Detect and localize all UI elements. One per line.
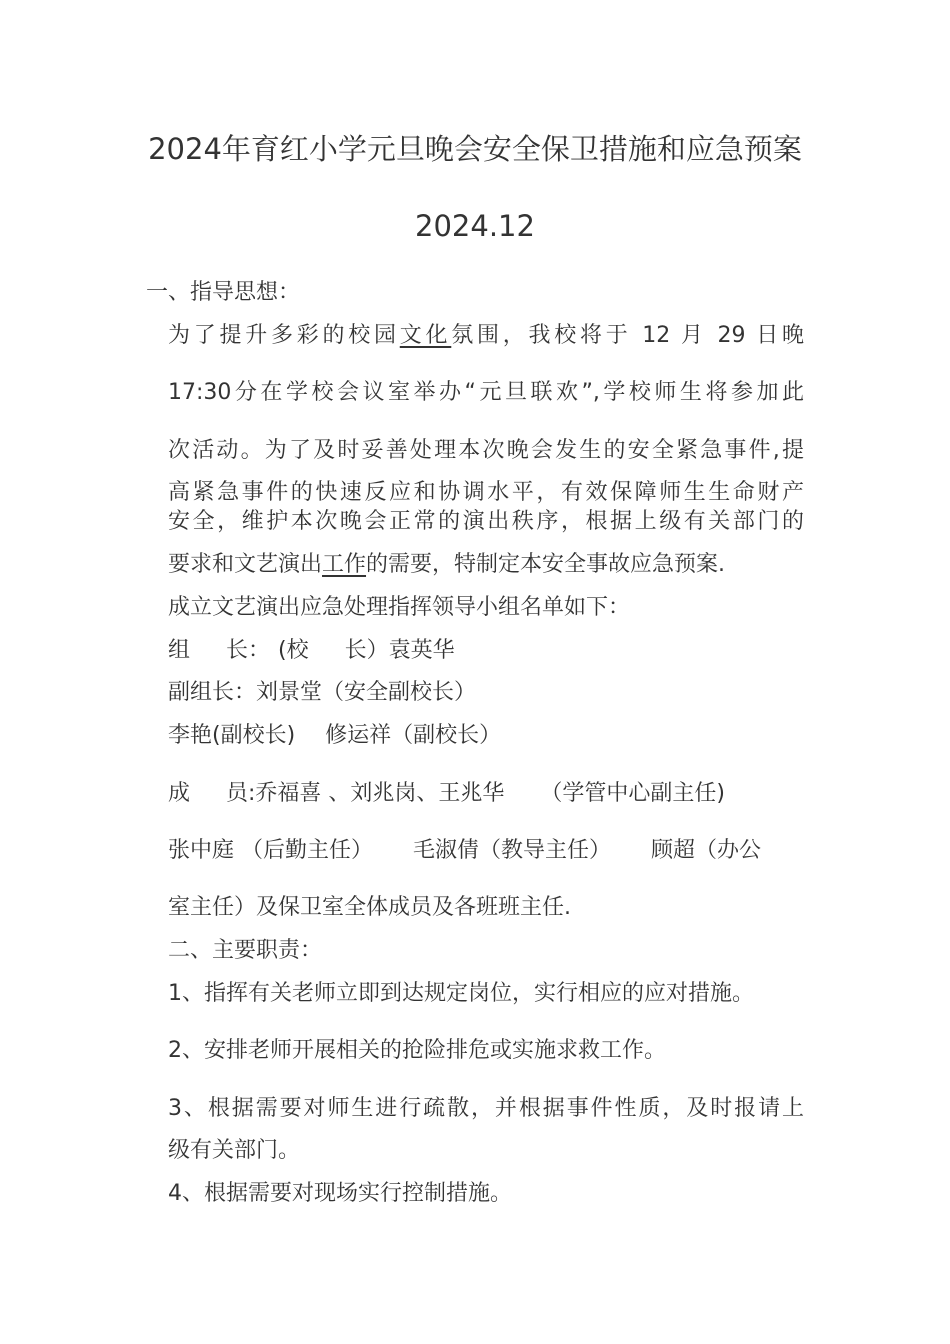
work-link[interactable]: 工作: [322, 552, 367, 577]
members-line-3: 室主任）及保卫室全体成员及各班班主任.: [168, 895, 571, 920]
duty-item-continued: 级有关部门。: [168, 1138, 301, 1163]
paragraph-line: 17:30分在学校会议室举办“元旦联欢”,学校师生将参加此: [168, 380, 804, 405]
paragraph-line: 为了提升多彩的校园文化氛围，我校将于 12 月 29 日晚: [168, 323, 804, 348]
paragraph-line: 高紧急事件的快速反应和协调水平，有效保障师生生命财产: [168, 480, 804, 505]
members-line: 成 员:乔福喜 、刘兆岗、王兆华 （学管中心副主任): [168, 781, 726, 806]
section-heading-duties: 二、主要职责：: [168, 938, 323, 963]
paragraph-line: 次活动。为了及时妥善处理本次晚会发生的安全紧急事件,提: [168, 438, 804, 463]
duty-item: 2、安排老师开展相关的抢险排危或实施求救工作。: [168, 1038, 666, 1063]
document-title: 2024年育红小学元旦晚会安全保卫措施和应急预案: [148, 132, 802, 166]
duty-item: 4、根据需要对现场实行控制措施。: [168, 1181, 512, 1206]
members-line-2: 张中庭 （后勤主任） 毛淑倩（教导主任） 顾超（办公: [168, 838, 762, 863]
duty-item: 3、根据需要对师生进行疏散，并根据事件性质，及时报请上: [168, 1096, 804, 1121]
deputy-line-2: 李艳(副校长) 修运祥（副校长）: [168, 723, 502, 748]
duty-item: 1、指挥有关老师立即到达规定岗位，实行相应的应对措施。: [168, 981, 754, 1006]
document-date: 2024.12: [415, 209, 535, 243]
paragraph-line: 安全，维护本次晚会正常的演出秩序，根据上级有关部门的: [168, 509, 804, 534]
culture-link[interactable]: 文化: [399, 323, 452, 348]
section-heading-guidance: 一、指导思想：: [146, 280, 301, 305]
paragraph-line: 要求和文艺演出工作的需要，特制定本安全事故应急预案.: [168, 552, 726, 577]
group-intro: 成立文艺演出应急处理指挥领导小组名单如下：: [168, 595, 631, 620]
deputy-line: 副组长：刘景堂（安全副校长）: [168, 680, 477, 705]
leader-line: 组 长： (校 长）袁英华: [168, 638, 455, 663]
